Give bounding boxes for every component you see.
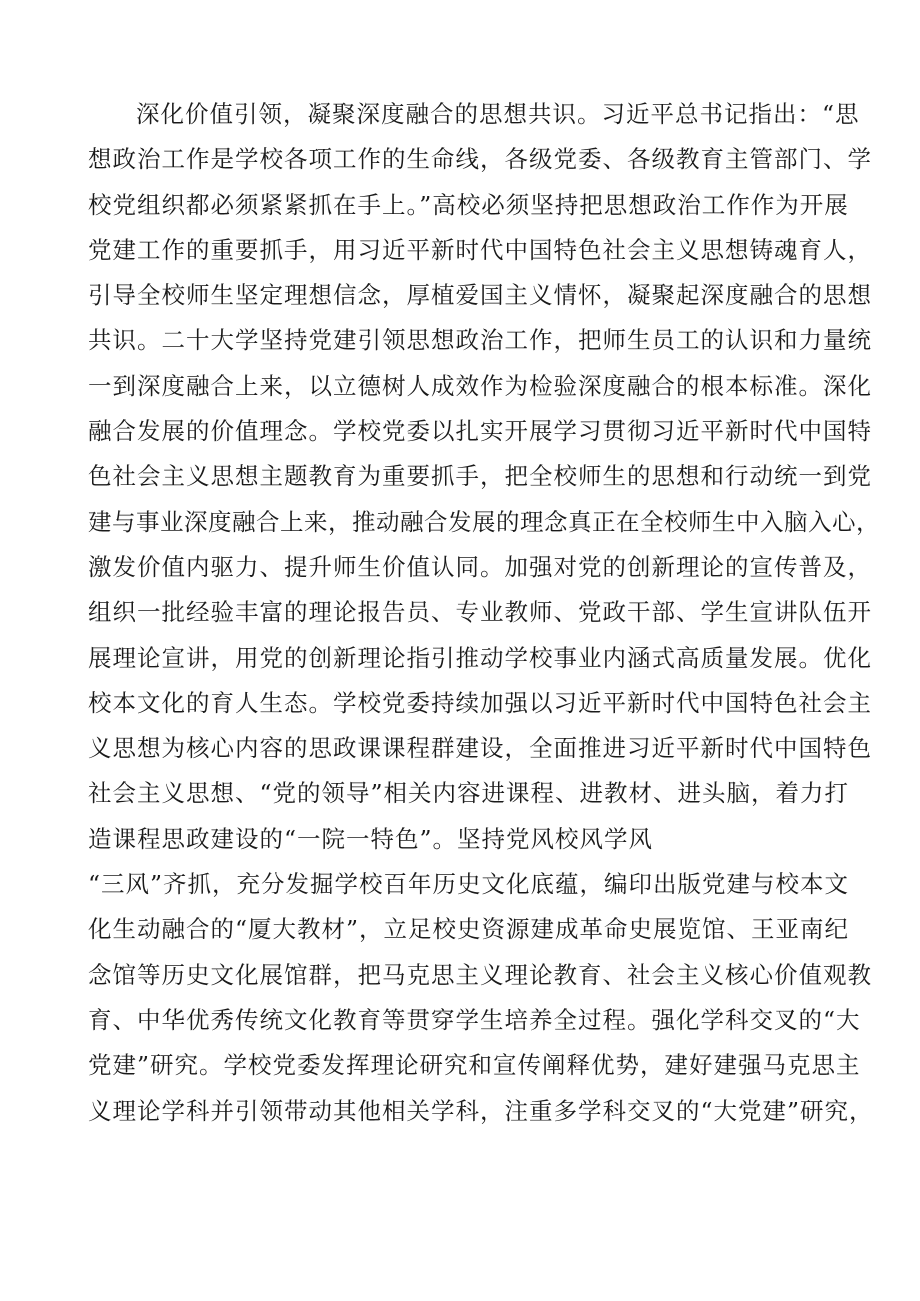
body-text [88, 92, 880, 1134]
text-line-11: 激发价值内驱力、提升师生价值认同。加强对党的创新理论的宣传普及， [88, 552, 872, 581]
text-line-23: 义理论学科并引领带动其他相关学科，注重多学科交叉的“大党建”研究， [88, 1096, 874, 1125]
text-line-17: 造课程思政建设的“一院一特色”。坚持党风校风学风 [88, 824, 654, 853]
text-line-13: 展理论宣讲，用党的创新理论指引推动学校事业内涵式高质量发展。优化 [88, 643, 872, 672]
text-line-4: 党建工作的重要抓手，用习近平新时代中国特色社会主义思想铸魂育人， [88, 235, 872, 264]
text-line-3: 校党组织都必须紧紧抓在手上。”高校必须坚持把思想政治工作作为开展 [88, 190, 849, 219]
text-line-14: 校本文化的育人生态。学校党委持续加强以习近平新时代中国特色社会主 [88, 688, 872, 717]
text-line-22: 党建”研究。学校党委发挥理论研究和宣传阐释优势，建好建强马克思主 [88, 1051, 861, 1080]
text-line-16: 社会主义思想、“党的领导”相关内容进课程、进教材、进头脑，着力打 [88, 779, 850, 808]
text-line-12: 组织一批经验丰富的理论报告员、专业教师、党政干部、学生宣讲队伍开 [88, 598, 872, 627]
text-line-2: 想政治工作是学校各项工作的生命线，各级党委、各级教育主管部门、学 [88, 145, 872, 174]
text-line-18: “三风”齐抓，充分发掘学校百年历史文化底蕴，编印出版党建与校本文 [88, 870, 850, 899]
text-line-10: 建与事业深度融合上来，推动融合发展的理念真正在全校师生中入脑入心， [88, 507, 880, 536]
text-line-20: 念馆等历史文化展馆群，把马克思主义理论教育、社会主义核心价值观教 [88, 960, 872, 989]
text-line-8: 融合发展的价值理念。学校党委以扎实开展学习贯彻习近平新时代中国特 [88, 417, 872, 446]
text-line-6: 共识。二十大学坚持党建引领思想政治工作，把师生员工的认识和力量统 [88, 326, 872, 355]
text-line-9: 色社会主义思想主题教育为重要抓手，把全校师生的思想和行动统一到党 [88, 462, 872, 491]
text-line-19: 化生动融合的“厦大教材”，立足校史资源建成革命史展览馆、王亚南纪 [88, 915, 850, 944]
text-line-21: 育、中华优秀传统文化教育等贯穿学生培养全过程。强化学科交叉的“大 [88, 1005, 861, 1034]
text-line-5: 引导全校师生坚定理想信念，厚植爱国主义情怀，凝聚起深度融合的思想 [88, 281, 872, 310]
text-line-1: 深化价值引领，凝聚深度融合的思想共识。习近平总书记指出：“思 [136, 100, 860, 128]
text-line-7: 一到深度融合上来，以立德树人成效作为检验深度融合的根本标准。深化 [88, 371, 872, 400]
text-line-15: 义思想为核心内容的思政课课程群建设，全面推进习近平新时代中国特色 [88, 734, 872, 763]
